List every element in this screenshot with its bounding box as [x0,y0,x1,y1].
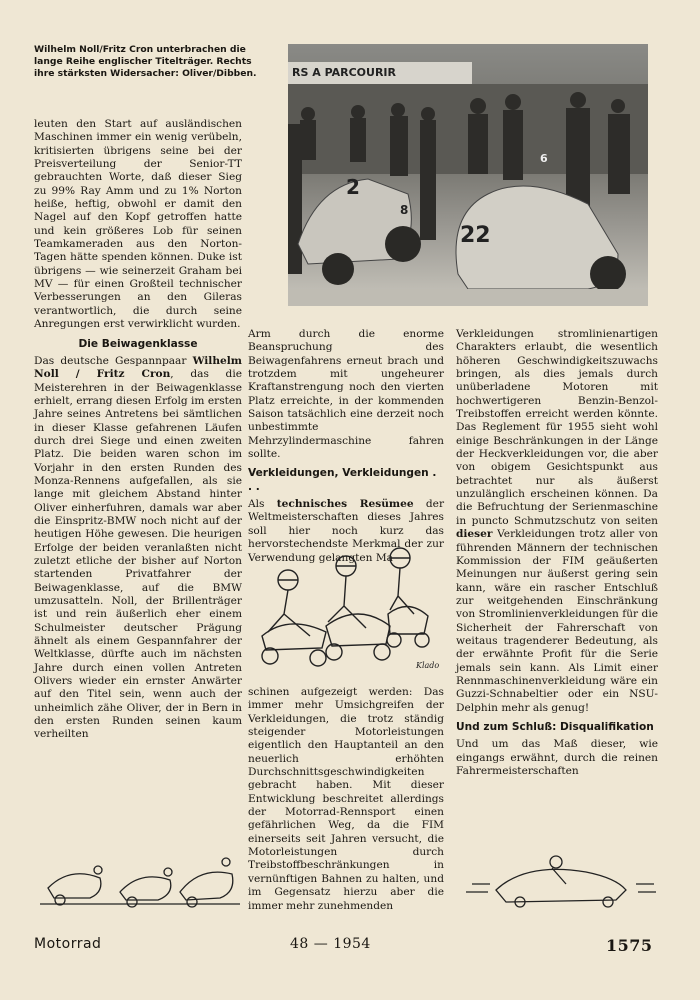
col1-p2-text-a: Das deutsche Gespannpaar [34,354,193,367]
section-heading-beiwagenklasse: Die Beiwagenklasse [78,337,198,350]
footer-page-number: 1575 [606,936,653,955]
photo-sign-text: RS A PARCOURIR [288,62,472,84]
text-column-1 [34,118,242,742]
photo-caption: Wilhelm Noll/Fritz Cron unterbrachen die lange Reihe englischer Titelträger. Rechts ihre stärksten Widersacher: Oliver/Dibben. [34,44,257,79]
col1-paragraph-1: leuten den Start auf ausländischen Maschinen immer ein wenig verübeln, kritisierten übrigens seine bei der Preisverteilung der Senior-TT gebrauchten Worte, daß dieser Sieg zu 99% Ray Amm und zu 1% Norton heiße, heftig, obwohl er damit den Nagel auf den Kopf getroffen hatte und kein größeres Lob für seinen Teamkameraden aus den Norton-Tagen hätte spenden können. Duke ist übrigens — wie seinerzeit Graham bei MV — für einen Großteil technischer Verbesserungen an den Gileras verantwortlich, die durch seine Anregungen erst verwirklicht wurden. [34,118,242,331]
col2-p2-text-b: der Weltmeisterschaften dieses Jahres soll hier noch kurz das hervorstechendste Merkmal der zur Verwendung gelangten Ma- [248,498,445,564]
col1-p2-text-b: , das die Meisterehren in der Beiwagenklasse erhielt, errang diesen Erfolg im ersten Jahre seines Antretens bei sämtlichen in dieser Klasse gefahrenen Läufen durch drei Siege und einen zweiten Platz. Die beiden waren schon im Vorjahr in den ersten Runden des Monza-Rennens aufgefallen, als sie lange mit gleichem Abstand hinter Oliver einherfuhren, damals war aber die Einspritz-BMW noch nicht auf der heutigen Höhe gewesen. Die heurigen Erfolge der beiden veranlaßten nicht zuletzt etliche der bisher auf Norton startenden Privatfahrer der Beiwagenklasse, auf die BMW umzusatteln. Noll, der Brillenträger ist und rein äußerlich eher einem Schulmeister deutscher Prägung ähnelt als einem Gespannfahrer der Weltklasse, dürfte auch im nächsten Jahre durch einen vollen Antreten Olivers wieder ein ernster Anwärter auf den Titel sein, wenn auch der unheimlich zähe Oliver, der in Bern in den ersten Runden seinen kaum verheilten [34,368,242,741]
text-column-2-continued [248,686,444,913]
photo-number-8: 8 [400,203,409,217]
col2-paragraph-1: Arm durch die enorme Beanspruchung des Beiwagenfahrens erneut brach und trotzdem mit ungeheurer Kraftanstrengung noch den vierten Platz erreichte, in der kommenden Saison tatsächlich eine derzeit noch unbestimmte Mehrzylindermaschine fahren sollte. [248,328,444,461]
col3-paragraph-1 [456,328,658,715]
col1-p2-bold-names: Wilhelm Noll / Fritz Cron [34,354,242,381]
text-column-2 [248,328,444,565]
sidecar-race-photo [288,44,648,306]
col3-p1-text-a: Verkleidungen stromlinienartigen Charakters erlaubt, die wesentlich höheren Geschwindigkeitszuwachs bringen, als dies jemals durch unüberladene Motoren mit hochwertigeren Benzin-Benzol-Treibstoffen erreicht werden könnte. Das Reglement für 1955 sieht wohl einige Beschränkungen in der Länge der Heckverkleidungen vor, die aber von obigem Gesichtspunkt aus betrachtet nur als äußerst unzulänglich erscheinen können. Da die Befruchtung der Serienmaschine in puncto Schmutzschutz von seiten [456,328,658,527]
col1-paragraph-2 [34,355,242,742]
footer-magazine-name: Motorrad [34,936,102,952]
section-heading-verkleidungen: Verkleidungen, Verkleidungen . . . [248,467,437,493]
cartoon-racers-left [40,848,240,908]
section-heading-disqualifikation: Und zum Schluß: Disqualifikation [456,720,654,733]
footer-issue: 48 — 1954 [290,936,371,952]
photo-number-2: 2 [346,175,360,199]
col2-p2-text-a: Als [248,498,277,511]
col3-p1-bold-dieser: dieser [456,528,493,541]
col3-p1-text-b: Verkleidungen trotz aller von führenden Männern der technischen Kommission der FIM geäußerten Meinungen nur äußerst gering sein kann, wäre ein rascher Entschluß zur weitgehenden Einschränkung von Stromlinienverkleidungen für die Sicherheit der Fahrerschaft von weitaus tragenderer Bedeutung, als der erwähnte Profit für die Serie jemals sein kann. Als Limit einer Rennmaschinenverkleidung wäre ein Guzzi-Schnabeltier oder ein NSU-Delphin mehr als genug! [456,528,658,714]
cartoon-riders-illustration [248,544,444,678]
col2-paragraph-3: schinen aufgezeigt werden: Das immer mehr Umsichgreifen der Verkleidungen, die trotz ständig steigender Motorleistungen eigentlich den Hauptanteil an den neuerlich erhöhten Durchschnittsgeschwindigkeiten gebracht haben. Mit dieser Entwicklung beschreitet allerdings der Motorrad-Rennsport einen gefährlichen Weg, da die FIM einerseits seit Jahren versucht, die Motorleistungen durch Treibstoffbeschränkungen in vernünftigen Bahnen zu halten, und im Gegensatz hierzu aber die immer mehr zunehmenden [248,686,444,912]
cartoon-racer-right [466,848,656,908]
text-column-3 [456,328,658,778]
col3-paragraph-2: Und um das Maß dieser, wie eingangs erwähnt, durch die reinen Fahrermeisterschaften [456,738,658,777]
photo-number-6: 6 [540,152,548,165]
cartoon-signature: Klado [416,661,440,670]
photo-number-22: 22 [460,223,491,248]
col2-p2-bold-resuemee: technisches Resümee [276,498,414,511]
photo-scene [288,44,648,306]
